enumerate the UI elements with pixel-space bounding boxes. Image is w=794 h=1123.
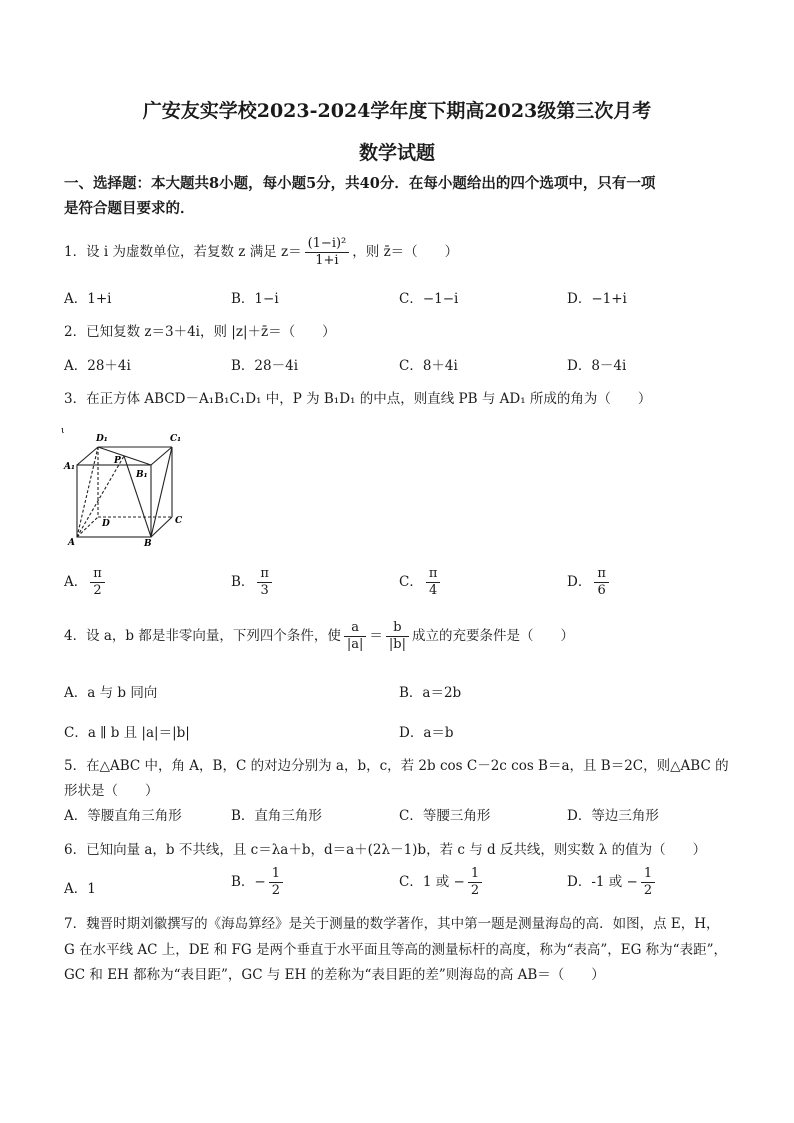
fraction-denominator: 4: [428, 583, 438, 598]
option-letter: C．: [399, 574, 423, 590]
question-number: 2: [64, 324, 73, 340]
q2-option-a[interactable]: A．28＋4i: [64, 358, 131, 374]
fraction-denominator: 6: [597, 583, 606, 598]
question-6: [64, 838, 706, 858]
fraction-numerator: π: [90, 566, 105, 583]
q4-option-d[interactable]: D．a＝b: [399, 725, 454, 741]
fraction-denominator: 3: [260, 583, 269, 598]
fraction: [426, 566, 441, 599]
fraction-numerator: π: [594, 566, 609, 583]
label-p: P: [114, 456, 121, 466]
q1-option-b[interactable]: B．1−i: [231, 291, 279, 307]
cube-figure: [60, 425, 195, 550]
q4-option-a[interactable]: A．a 与 b 同向: [64, 685, 158, 701]
question-stem: ．在△ABC 中，角 A，B，C 的对边分别为 a，b，c，若 2b cos C－2c cos B＝a，且 B＝2C，则△ABC 的: [72, 758, 729, 774]
fraction-denominator: 2: [643, 883, 653, 898]
question-4: [64, 620, 574, 653]
q1-option-c[interactable]: C．−1−i: [399, 291, 459, 307]
q3-option-b[interactable]: [231, 566, 275, 599]
fraction-numerator: (1−i)²: [305, 236, 350, 253]
label-d: D: [102, 519, 110, 529]
q3-option-d[interactable]: [567, 566, 612, 599]
fraction-denominator: |b|: [388, 637, 406, 652]
q4-option-b[interactable]: B．a＝2b: [399, 685, 462, 701]
question-stem-end: 成立的充要条件是（ ）: [411, 628, 574, 644]
fraction: [344, 620, 367, 653]
question-number: 7: [64, 916, 73, 932]
fraction-denominator: 2: [470, 883, 480, 898]
q3-option-c[interactable]: [399, 566, 443, 599]
q5-option-a[interactable]: A．等腰直角三角形: [64, 808, 182, 824]
question-stem: ．设 a，b 都是非零向量，下列四个条件，使: [72, 628, 341, 644]
q5-option-c[interactable]: C．等腰三角形: [399, 808, 491, 824]
question-stem-end: ，则 z̄＝（ ）: [352, 244, 459, 260]
q6-option-c[interactable]: [399, 866, 485, 899]
q6-option-b[interactable]: [231, 866, 286, 899]
fraction: [386, 620, 409, 653]
fraction: [641, 866, 655, 899]
q6-option-d[interactable]: [567, 866, 658, 899]
fraction-numerator: π: [257, 566, 272, 583]
label-a: A: [68, 538, 75, 548]
svg-text:ι: ι: [61, 426, 65, 436]
section-heading-cont: 是符合题目要求的．: [64, 200, 195, 217]
fraction-numerator: 1: [269, 866, 283, 883]
question-stem: ．已知复数 z＝3＋4i，则 |z|＋z̄＝（ ）: [72, 324, 336, 340]
question-number: 5: [64, 758, 73, 774]
q1-option-a[interactable]: A．1+i: [64, 291, 112, 307]
option-letter: D．: [567, 574, 592, 590]
fraction-numerator: π: [426, 566, 441, 583]
option-letter: A．: [64, 574, 88, 590]
exam-title: 广安友实学校2023-2024学年度下期高2023级第三次月考: [142, 100, 652, 122]
fraction-denominator: |a|: [346, 637, 364, 652]
label-b1: B₁: [136, 470, 148, 480]
q2-option-d[interactable]: D．8－4i: [567, 358, 627, 374]
fraction: [468, 866, 482, 899]
option-letter: D．-1 或 −: [567, 874, 638, 890]
fraction-numerator: 1: [468, 866, 482, 883]
question-1: [64, 236, 458, 269]
fraction: [305, 236, 350, 269]
label-d1: D₁: [96, 434, 108, 444]
fraction: [257, 566, 272, 599]
question-number: 1: [64, 244, 73, 260]
equals-sign: ＝: [369, 628, 383, 644]
label-a1: A₁: [64, 462, 75, 472]
q2-option-b[interactable]: B．28－4i: [231, 358, 299, 374]
fraction-denominator: 2: [271, 883, 281, 898]
label-c: C: [175, 516, 183, 526]
question-7-cont: G 在水平线 AC 上，DE 和 FG 是两个垂直于水平面且等高的测量标杆的高度，称为“表高”，EG 称为“表距”，: [64, 942, 727, 958]
q6-option-a[interactable]: A．1: [64, 881, 96, 897]
exam-subtitle: 数学试题: [358, 142, 435, 164]
q1-option-d[interactable]: D．−1+i: [567, 291, 627, 307]
question-stem: ．已知向量 a，b 不共线，且 c＝λa＋b，d＝a＋(2λ－1)b，若 c 与 d 反共线，则实数 λ 的值为（ ）: [72, 842, 707, 858]
option-letter: C．1 或 −: [399, 874, 465, 890]
question-number: 4: [64, 628, 73, 644]
question-3: [64, 387, 651, 407]
fraction-numerator: b: [386, 620, 409, 637]
fraction-numerator: 1: [641, 866, 655, 883]
fraction-denominator: 2: [93, 583, 102, 598]
fraction: [269, 866, 283, 899]
fraction-numerator: a: [344, 620, 367, 637]
section-heading: 一、选择题：本大题共8小题，每小题5分，共40分．在每小题给出的四个选项中，只有一项: [64, 175, 656, 192]
question-stem: ．设 i 为虚数单位，若复数 z 满足 z＝: [72, 244, 302, 260]
option-letter: B．−: [231, 874, 266, 890]
question-number: 3: [64, 391, 73, 407]
question-7: [64, 912, 720, 932]
question-2: [64, 320, 336, 340]
fraction: [90, 566, 105, 599]
q3-option-a[interactable]: [64, 566, 108, 599]
option-letter: B．: [231, 574, 255, 590]
q5-option-b[interactable]: B．直角三角形: [231, 808, 322, 824]
q2-option-c[interactable]: C．8＋4i: [399, 358, 458, 374]
question-stem: ．在正方体 ABCD－A₁B₁C₁D₁ 中，P 为 B₁D₁ 的中点，则直线 PB 与 AD₁ 所成的角为（ ）: [72, 391, 652, 407]
question-stem: ．魏晋时期刘徽撰写的《海岛算经》是关于测量的数学著作，其中第一题是测量海岛的高．如图，点 E，H，: [72, 916, 720, 932]
label-b: B: [144, 539, 152, 549]
question-number: 6: [64, 842, 73, 858]
q5-option-d[interactable]: D．等边三角形: [567, 808, 659, 824]
fraction: [594, 566, 609, 599]
label-c1: C₁: [170, 434, 182, 444]
question-5-cont: 形状是（ ）: [64, 783, 159, 799]
q4-option-c[interactable]: C．a ∥ b 且 |a|＝|b|: [64, 725, 190, 741]
question-5: [64, 754, 729, 774]
fraction-denominator: 1+i: [315, 253, 339, 268]
question-7-cont-2: GC 和 EH 都称为“表目距”，GC 与 EH 的差称为“表目距的差”则海岛的高 AB＝（ ）: [64, 967, 605, 983]
